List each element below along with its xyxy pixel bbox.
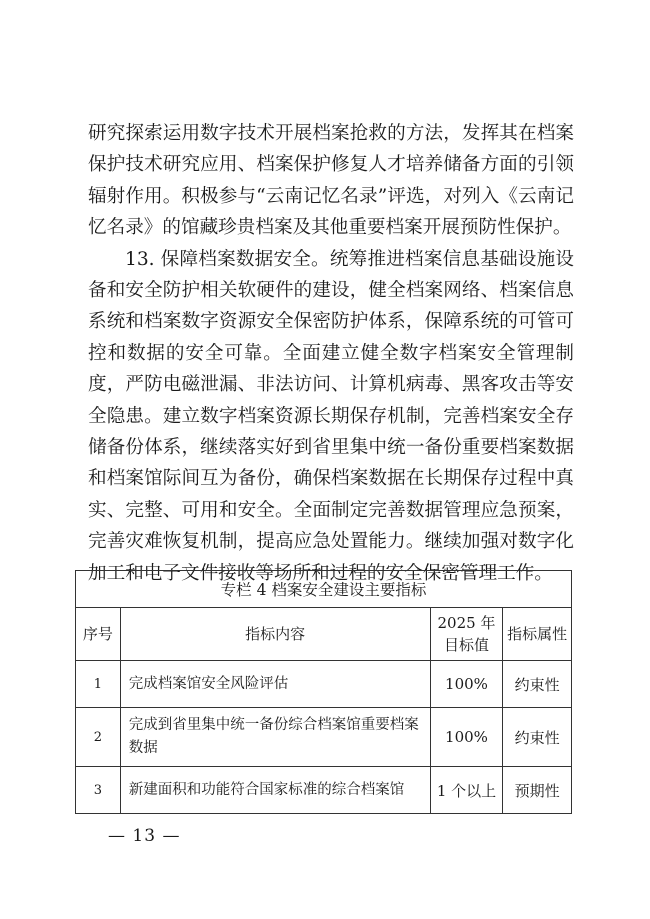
- row-seq: 2: [76, 708, 121, 767]
- header-attr: 指标属性: [503, 608, 572, 661]
- row-seq: 3: [76, 767, 121, 814]
- header-content: 指标内容: [120, 608, 430, 661]
- header-seq: 序号: [76, 608, 121, 661]
- table-row: [76, 708, 572, 767]
- table-header-row: [76, 608, 572, 661]
- row-content: 完成到省里集中统一备份综合档案馆重要档案数据: [120, 708, 430, 767]
- paragraph-continued: 研究探索运用数字技术开展档案抢救的方法，发挥其在档案保护技术研究应用、档案保护修复人才培养储备方面的引领辐射作用。积极参与“云南记忆名录”评选，对列入《云南记忆名录》的馆藏珍贵档案及其他重要档案开展预防性保护。: [88, 123, 574, 239]
- row-attr: 约束性: [503, 661, 572, 708]
- table-caption: 专栏 4 档案安全建设主要指标: [76, 571, 572, 608]
- row-content: 新建面积和功能符合国家标准的综合档案馆: [120, 767, 430, 814]
- row-content: 完成档案馆安全风险评估: [120, 661, 430, 708]
- row-target: 1 个以上: [430, 767, 503, 814]
- header-target: 2025 年目标值: [430, 608, 503, 661]
- table-row: [76, 767, 572, 814]
- table-row: [76, 661, 572, 708]
- indicator-table: [75, 570, 572, 814]
- body-text: [88, 118, 574, 589]
- page-number: — 13 —: [108, 826, 181, 846]
- paragraph-section-13: 13. 保障档案数据安全。统筹推进档案信息基础设施设备和安全防护相关软硬件的建设，健全档案网络、档案信息系统和档案数字资源安全保密防护体系，保障系统的可管可控和数据的安全可靠。全面建立健全数字档案安全管理制度，严防电磁泄漏、非法访问、计算机病毒、黑客攻击等安全隐患。建立数字档案资源长期保存机制，完善档案安全存储备份体系，继续落实好到省里集中统一备份重要档案数据和档案馆际间互为备份，确保档案数据在长期保存过程中真实、完整、可用和安全。全面制定完善数据管理应急预案，完善灾难恢复机制，提高应急处置能力。继续加强对数字化加工和电子文件接收等场所和过程的安全保密管理工作。: [88, 248, 574, 584]
- row-attr: 预期性: [503, 767, 572, 814]
- row-target: 100%: [430, 708, 503, 767]
- row-seq: 1: [76, 661, 121, 708]
- row-target: 100%: [430, 661, 503, 708]
- row-attr: 约束性: [503, 708, 572, 767]
